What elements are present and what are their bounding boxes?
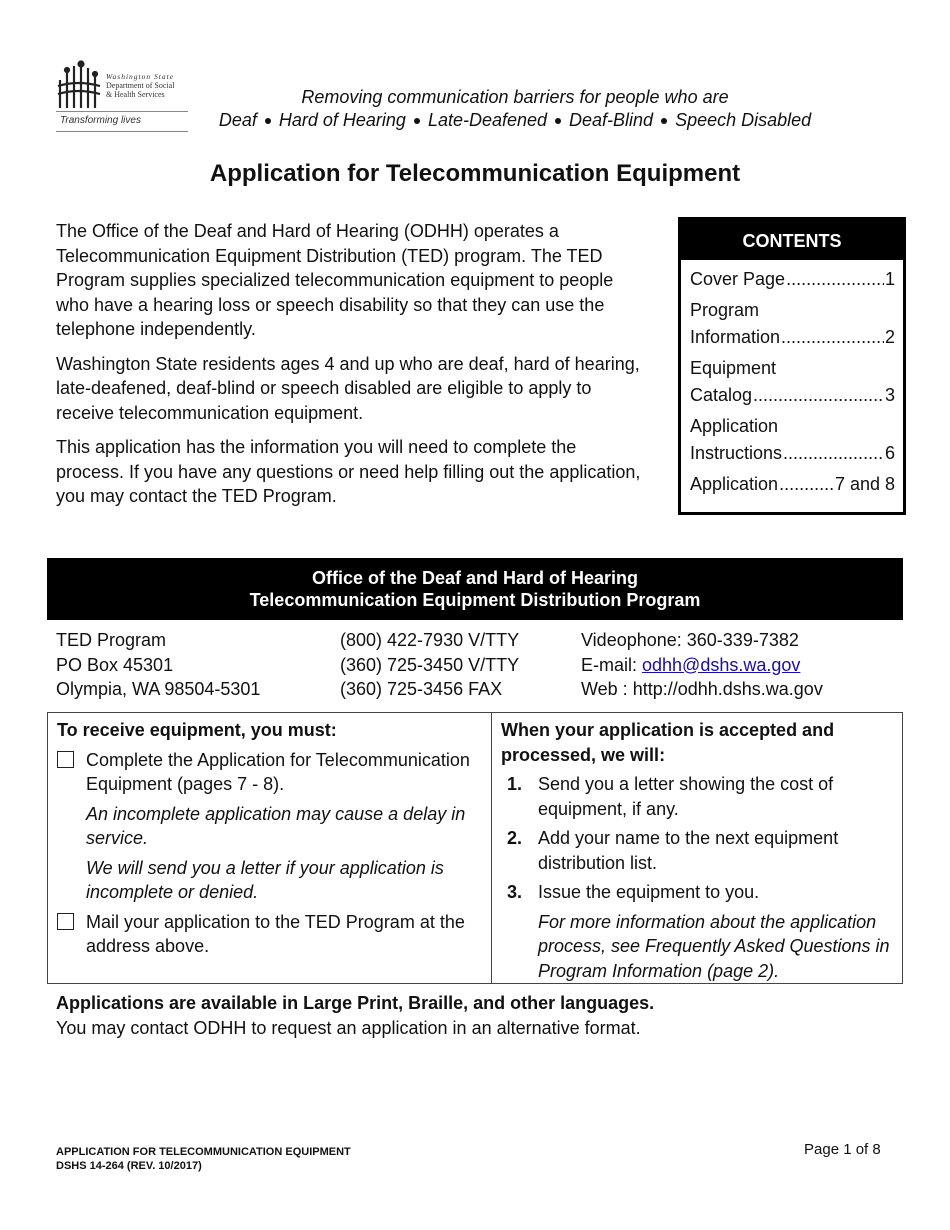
header-tagline	[180, 86, 850, 132]
checkbox[interactable]	[57, 913, 74, 930]
audience-list	[180, 109, 850, 132]
videophone: Videophone: 360-339-7382	[581, 630, 799, 650]
intro-paragraph: Washington State residents ages 4 and up who are deaf, hard of hearing, late-deafened, deaf-blind or speech disabled are eligible to apply to receive telecommunication equipment.	[56, 353, 640, 423]
audience-item: Speech Disabled	[675, 110, 812, 130]
contents-item-instructions[interactable]: Application Instructions ..... 6	[690, 413, 895, 467]
contents-item-cover[interactable]: Cover Page ..... 1	[690, 266, 895, 293]
bullet-icon	[265, 118, 271, 124]
requirements-heading: To receive equipment, you must:	[57, 720, 337, 740]
logo-tagline: Transforming lives	[60, 115, 141, 126]
form-footer	[56, 1145, 351, 1173]
intro-text	[56, 219, 646, 519]
audience-item: Late-Deafened	[427, 110, 548, 130]
process-step: 1. Send you a letter showing the cost of equipment, if any.	[507, 774, 834, 819]
process-column	[501, 718, 901, 983]
phone-numbers	[340, 628, 519, 702]
process-note: For more information about the application process, see Frequently Asked Questions in Program Information (page 2).	[538, 911, 890, 981]
tagline-line1: Removing communication barriers for people who are	[301, 87, 729, 107]
form-title: APPLICATION FOR TELECOMMUNICATION EQUIPMENT	[56, 1146, 351, 1158]
availability-notice	[56, 991, 654, 1041]
mailing-address: TED Program PO Box 45301 Olympia, WA 98504-5301	[56, 630, 261, 699]
dshs-org-name: Washington State Department of Social & Health Services	[106, 72, 175, 99]
audience-item: Deaf-Blind	[569, 110, 654, 130]
checklist-item-complete: Complete the Application for Telecommunication Equipment (pages 7 - 8). An incomplete application may cause a delay in service. We will send you a letter if your application is incomplete or denied.	[57, 748, 482, 905]
web-address: Web : http://odhh.dshs.wa.gov	[581, 679, 823, 699]
contents-item-application[interactable]: Application ..... 7 and 8	[690, 471, 895, 498]
fax-number: (360) 725-3456 FAX	[340, 679, 503, 699]
dshs-logo	[56, 60, 190, 134]
phone-number: (800) 422-7930 V/TTY	[340, 630, 520, 650]
bullet-icon	[555, 118, 561, 124]
page-title: Application for Telecommunication Equipment	[209, 160, 741, 187]
process-heading: When your application is accepted and processed, we will:	[501, 720, 835, 765]
dshs-emblem-icon	[56, 60, 102, 110]
incomplete-note: An incomplete application may cause a delay in service.	[86, 803, 466, 848]
letter-note: We will send you a letter if your application is incomplete or denied.	[86, 857, 444, 902]
contents-header: CONTENTS	[681, 220, 903, 260]
process-step: 2. Add your name to the next equipment distribution list.	[507, 828, 839, 873]
form-number: DSHS 14-264 (REV. 10/2017)	[56, 1160, 202, 1172]
availability-bold: Applications are available in Large Print, Braille, and other languages.	[56, 993, 655, 1013]
contents-box	[678, 217, 906, 515]
email-link[interactable]: odhh@dshs.wa.gov	[642, 654, 801, 675]
bullet-icon	[661, 118, 667, 124]
audience-item: Hard of Hearing	[278, 110, 406, 130]
process-step: 3. Issue the equipment to you.	[507, 882, 760, 902]
checklist-item-mail: Mail your application to the TED Program at the address above.	[57, 910, 482, 959]
availability-text: You may contact ODHH to request an application in an alternative format.	[56, 1018, 641, 1038]
bullet-icon	[414, 118, 420, 124]
phone-number: (360) 725-3450 V/TTY	[340, 654, 520, 675]
contents-item-program-info[interactable]: Program Information ..... 2	[690, 297, 895, 351]
online-contacts	[581, 628, 823, 702]
contents-list	[681, 260, 903, 498]
intro-paragraph: The Office of the Deaf and Hard of Hearing (ODHH) operates a Telecommunication Equipment Distribution (TED) program. The TED Program supplies specialized telecommunication equipment to people who have a hearing loss or speech disability so that they can use the telephone independently.	[56, 221, 614, 339]
office-banner: Office of the Deaf and Hard of Hearing Telecommunication Equipment Distribution Program	[47, 558, 903, 620]
intro-paragraph: This application has the information you will need to complete the process. If you have any questions or need help filling out the application, you may contact the TED Program.	[56, 437, 641, 506]
contents-item-catalog[interactable]: Equipment Catalog ..... 3	[690, 355, 895, 409]
requirements-column	[57, 718, 482, 959]
email-line: E-mail: odhh@dshs.wa.gov	[581, 654, 801, 675]
requirements-box	[47, 712, 903, 984]
page-number: Page 1 of 8	[804, 1141, 881, 1158]
checkbox[interactable]	[57, 751, 74, 768]
audience-item: Deaf	[218, 110, 257, 130]
